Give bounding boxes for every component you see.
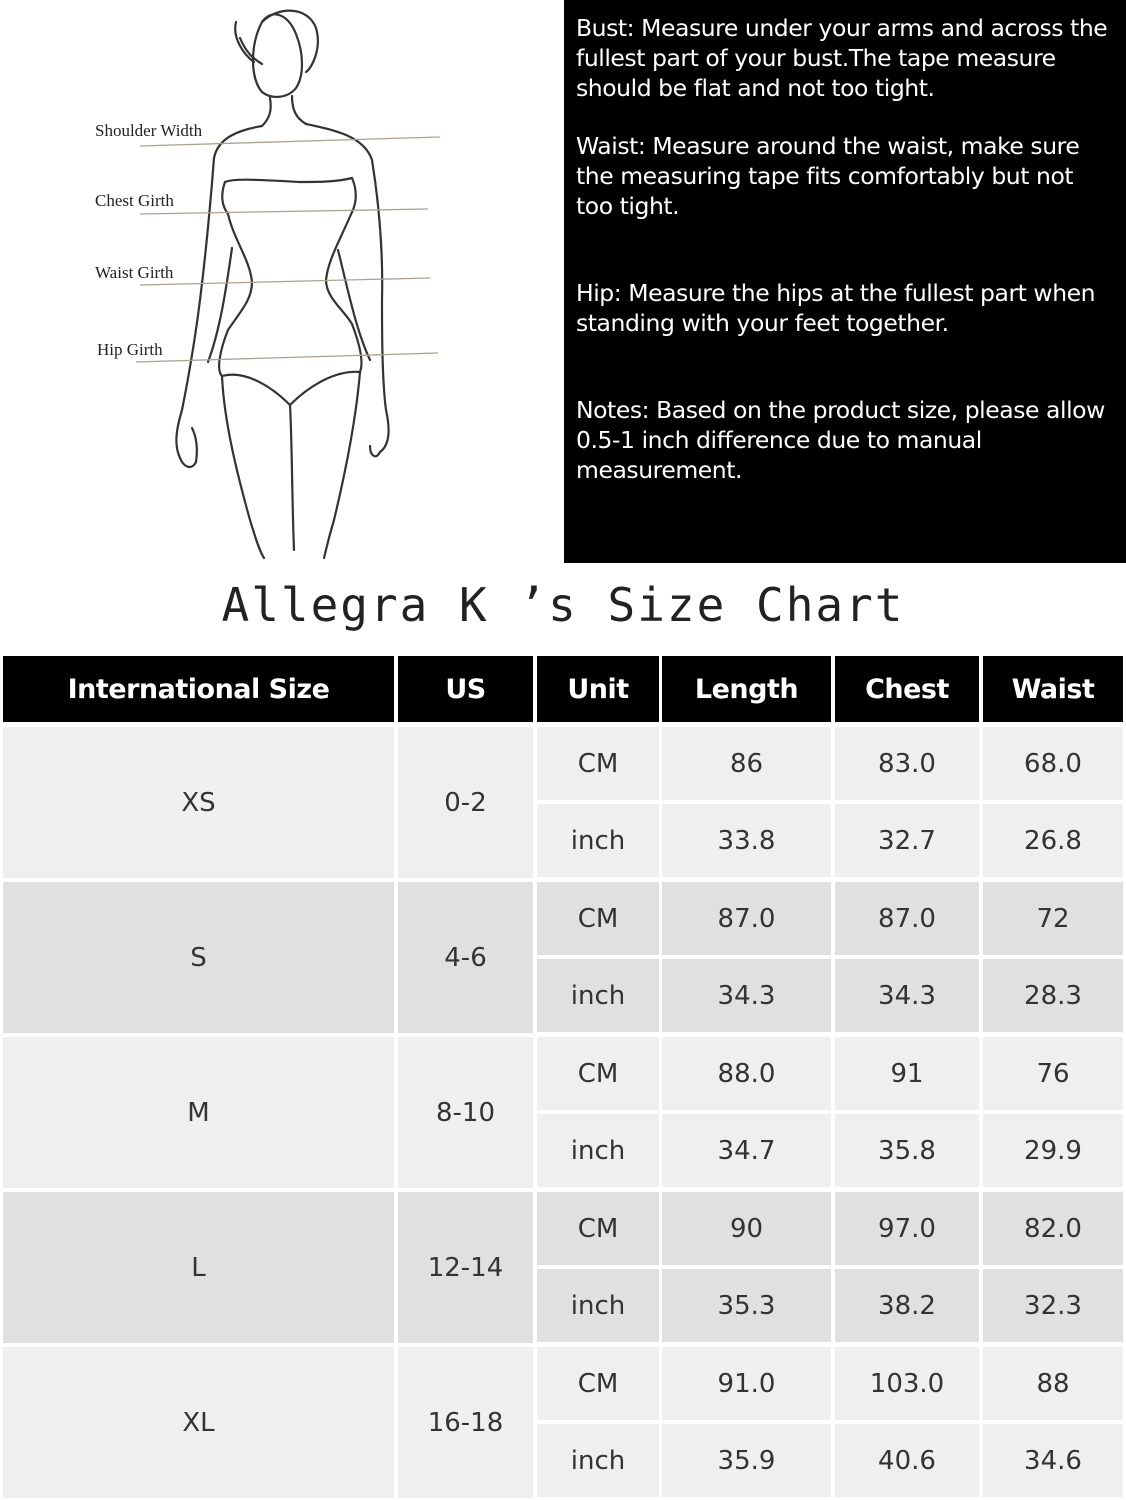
waist-cell: 29.9: [983, 1114, 1123, 1187]
header-us: US: [398, 656, 533, 722]
chest-cell: 32.7: [835, 804, 979, 877]
length-cell: 88.0: [662, 1037, 831, 1110]
unit-cell: inch: [537, 1114, 659, 1187]
unit-cell: CM: [537, 727, 659, 800]
body-silhouette-illustration: [0, 0, 560, 565]
size-cell: S: [3, 882, 394, 1033]
bust-instruction: Bust: Measure under your arms and across the fullest part of your bust.The tape measure should be flat and not too tight.: [576, 14, 1108, 102]
header-chest: Chest: [835, 656, 979, 722]
size-cell: L: [3, 1192, 394, 1343]
waist-cell: 26.8: [983, 804, 1123, 877]
size-cell: M: [3, 1037, 394, 1188]
chest-cell: 35.8: [835, 1114, 979, 1187]
us-size-cell: 0-2: [398, 727, 533, 878]
header-waist: Waist: [983, 656, 1123, 722]
size-chart-title: Allegra K ’s Size Chart: [221, 578, 905, 632]
length-cell: 91.0: [662, 1347, 831, 1420]
chest-cell: 83.0: [835, 727, 979, 800]
unit-cell: CM: [537, 1347, 659, 1420]
header-length: Length: [662, 656, 831, 722]
length-cell: 86: [662, 727, 831, 800]
us-size-cell: 4-6: [398, 882, 533, 1033]
waist-instruction: Waist: Measure around the waist, make sure the measuring tape fits comfortably but not too tight.: [576, 132, 1080, 220]
waist-cell: 32.3: [983, 1269, 1123, 1342]
us-size-cell: 12-14: [398, 1192, 533, 1343]
waist-cell: 28.3: [983, 959, 1123, 1032]
hip-girth-label: Hip Girth: [97, 340, 163, 359]
length-cell: 87.0: [662, 882, 831, 955]
waist-cell: 34.6: [983, 1424, 1123, 1497]
waist-cell: 82.0: [983, 1192, 1123, 1265]
chest-cell: 34.3: [835, 959, 979, 1032]
unit-cell: CM: [537, 1192, 659, 1265]
chest-cell: 91: [835, 1037, 979, 1110]
chest-cell: 97.0: [835, 1192, 979, 1265]
unit-cell: CM: [537, 1037, 659, 1110]
measurement-instructions-panel: [564, 0, 1126, 563]
size-cell: XL: [3, 1347, 394, 1498]
chest-cell: 87.0: [835, 882, 979, 955]
unit-cell: inch: [537, 804, 659, 877]
chest-girth-label: Chest Girth: [95, 191, 174, 210]
unit-cell: inch: [537, 959, 659, 1032]
length-cell: 33.8: [662, 804, 831, 877]
header-international-size: International Size: [3, 656, 394, 722]
chest-cell: 38.2: [835, 1269, 979, 1342]
unit-cell: inch: [537, 1269, 659, 1342]
chest-cell: 103.0: [835, 1347, 979, 1420]
size-cell: XS: [3, 727, 394, 878]
length-cell: 34.3: [662, 959, 831, 1032]
notes-instruction: Notes: Based on the product size, please allow 0.5-1 inch difference due to manual measurement.: [576, 396, 1105, 484]
unit-cell: inch: [537, 1424, 659, 1497]
hip-instruction: Hip: Measure the hips at the fullest part when standing with your feet together.: [576, 279, 1096, 337]
chest-cell: 40.6: [835, 1424, 979, 1497]
us-size-cell: 8-10: [398, 1037, 533, 1188]
shoulder-width-label: Shoulder Width: [95, 121, 203, 140]
length-cell: 35.9: [662, 1424, 831, 1497]
unit-cell: CM: [537, 882, 659, 955]
length-cell: 35.3: [662, 1269, 831, 1342]
waist-cell: 88: [983, 1347, 1123, 1420]
waist-cell: 72: [983, 882, 1123, 955]
length-cell: 34.7: [662, 1114, 831, 1187]
waist-cell: 76: [983, 1037, 1123, 1110]
us-size-cell: 16-18: [398, 1347, 533, 1498]
length-cell: 90: [662, 1192, 831, 1265]
body-measurement-figure: [0, 0, 560, 565]
waist-cell: 68.0: [983, 727, 1123, 800]
waist-girth-label: Waist Girth: [95, 263, 174, 282]
header-unit: Unit: [537, 656, 659, 722]
